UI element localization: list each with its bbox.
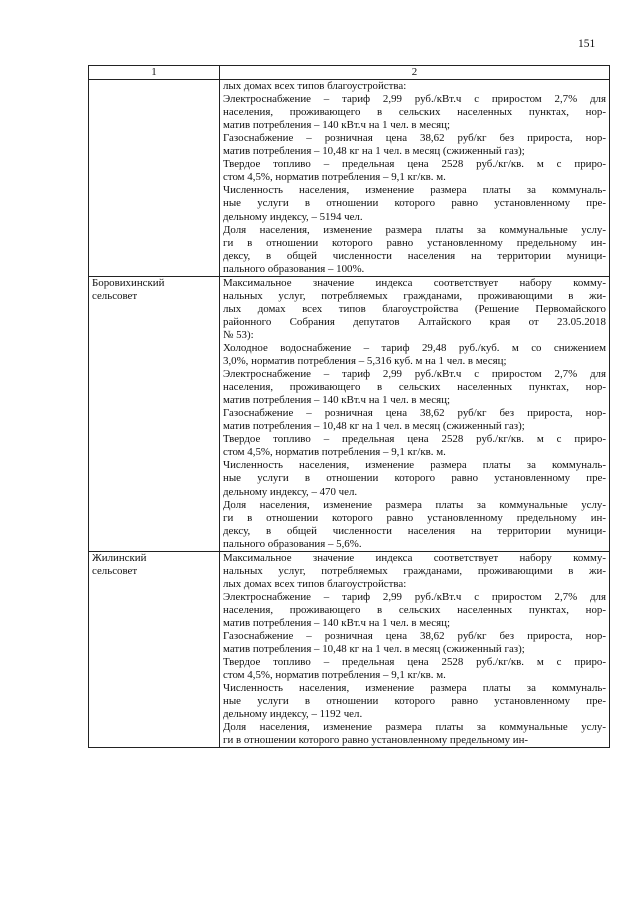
paragraph [223,80,606,93]
region-name-line: сельсовет [92,289,138,302]
text-line: населения, проживающего в сельских населенных пунктах, нор- [223,381,606,394]
table-row [89,276,610,551]
paragraph [223,433,606,459]
text-line: пального образования – 5,6%. [223,537,362,550]
description-cell [220,551,610,748]
paragraph [223,93,606,132]
text-line: районного Собрания депутатов Алтайского края от 23.05.2018 [223,315,606,328]
paragraph [223,682,606,721]
text-line: № 53): [223,328,254,341]
region-cell [89,276,220,551]
text-line: Электроснабжение – тариф 2,99 руб./кВт.ч с приростом 2,7% для [223,93,606,106]
text-line: ги в отношении которого равно установленному предельному ин- [223,511,606,524]
text-line: Численность населения, изменение размера платы за коммуналь- [223,184,606,197]
text-line: нальных услуг, потребляемых гражданами, проживающими в жи- [223,289,606,302]
table-row [89,80,610,277]
paragraph [223,368,606,407]
paragraph [223,158,606,184]
table-body [89,80,610,748]
tariff-table [88,65,610,748]
region-name-line: Боровихинский [92,276,165,289]
text-line: дексу, в общей численности населения на территории муници- [223,524,606,537]
text-line: Численность населения, изменение размера платы за коммуналь- [223,682,606,695]
paragraph [223,656,606,682]
text-line: стом 4,5%, норматив потребления – 9,1 кг/кв. м. [223,669,446,682]
paragraph [223,132,606,158]
description-cell [220,80,610,277]
text-line: Доля населения, изменение размера платы за коммунальные услу- [223,223,606,236]
text-line: матив потребления – 10,48 кг на 1 чел. в месяц (сжиженный газ); [223,145,525,158]
column-header-2: 2 [220,66,610,80]
text-line: матив потребления – 10,48 кг на 1 чел. в месяц (сжиженный газ); [223,420,525,433]
paragraph [223,721,606,747]
text-line: лых домах всех типов благоустройства: [223,577,407,590]
text-line: лых домах всех типов благоустройства (Решение Первомайского [223,302,606,315]
paragraph [223,224,606,276]
text-line: Твердое топливо – предельная цена 2528 руб./кг/кв. м с приро- [223,656,606,669]
table-row [89,551,610,748]
text-line: Твердое топливо – предельная цена 2528 руб./кг/кв. м с приро- [223,433,606,446]
text-line: Газоснабжение – розничная цена 38,62 руб/кг без прироста, нор- [223,630,606,643]
text-line: ги в отношении которого равно установленному предельному ин- [223,236,606,249]
paragraph [223,342,606,368]
text-line: пального образования – 100%. [223,262,365,275]
text-line: дексу, в общей численности населения на территории муници- [223,249,606,262]
text-line: Доля населения, изменение размера платы за коммунальные услу- [223,498,606,511]
text-line: дельному индексу, – 1192 чел. [223,708,363,721]
paragraph [223,630,606,656]
paragraph [223,499,606,551]
text-line: Газоснабжение – розничная цена 38,62 руб/кг без прироста, нор- [223,407,606,420]
text-line: лых домах всех типов благоустройства: [223,80,407,93]
paragraph [223,184,606,223]
text-line: Электроснабжение – тариф 2,99 руб./кВт.ч с приростом 2,7% для [223,590,606,603]
text-line: Доля населения, изменение размера платы за коммунальные услу- [223,721,606,734]
paragraph [223,277,606,342]
text-line: Газоснабжение – розничная цена 38,62 руб/кг без прироста, нор- [223,132,606,145]
text-line: дельному индексу, – 5194 чел. [223,210,363,223]
text-line: Электроснабжение – тариф 2,99 руб./кВт.ч с приростом 2,7% для [223,368,606,381]
paragraph [223,407,606,433]
text-line: Твердое топливо – предельная цена 2528 руб./кг/кв. м с приро- [223,158,606,171]
text-line: стом 4,5%, норматив потребления – 9,1 кг/кв. м. [223,446,446,459]
text-line: Холодное водоснабжение – тариф 29,48 руб./куб. м со снижением [223,341,606,354]
table-header-row [89,66,610,80]
region-name-line: сельсовет [92,564,138,577]
text-line: стом 4,5%, норматив потребления – 9,1 кг/кв. м. [223,171,446,184]
region-cell [89,551,220,748]
description-cell [220,276,610,551]
text-line: Численность населения, изменение размера платы за коммуналь- [223,459,606,472]
text-line: Максимальное значение индекса соответствует набору комму- [223,551,606,564]
text-line: матив потребления – 10,48 кг на 1 чел. в месяц (сжиженный газ); [223,643,525,656]
text-line: матив потребления – 140 кВт.ч на 1 чел. в месяц; [223,119,450,132]
text-line: ные услуги в отношении которого равно установленному пре- [223,695,606,708]
paragraph [223,591,606,630]
text-line: Максимальное значение индекса соответствует набору комму- [223,276,606,289]
text-line: нальных услуг, потребляемых гражданами, проживающими в жи- [223,564,606,577]
text-line: населения, проживающего в сельских населенных пунктах, нор- [223,106,606,119]
text-line: дельному индексу, – 470 чел. [223,485,358,498]
region-name-line: Жилинский [92,551,147,564]
text-line: ги в отношении которого равно установленному предельному ин- [223,734,529,747]
text-line: матив потребления – 140 кВт.ч на 1 чел. в месяц; [223,394,450,407]
text-line: ные услуги в отношении которого равно установленному пре- [223,472,606,485]
page-number: 151 [578,38,596,50]
paragraph [223,459,606,498]
text-line: населения, проживающего в сельских населенных пунктах, нор- [223,603,606,616]
text-line: 3,0%, норматив потребления – 5,316 куб. м на 1 чел. в месяц; [223,355,507,368]
region-cell [89,80,220,277]
text-line: ные услуги в отношении которого равно установленному пре- [223,197,606,210]
paragraph [223,552,606,591]
column-header-1: 1 [89,66,220,80]
text-line: матив потребления – 140 кВт.ч на 1 чел. в месяц; [223,616,450,629]
